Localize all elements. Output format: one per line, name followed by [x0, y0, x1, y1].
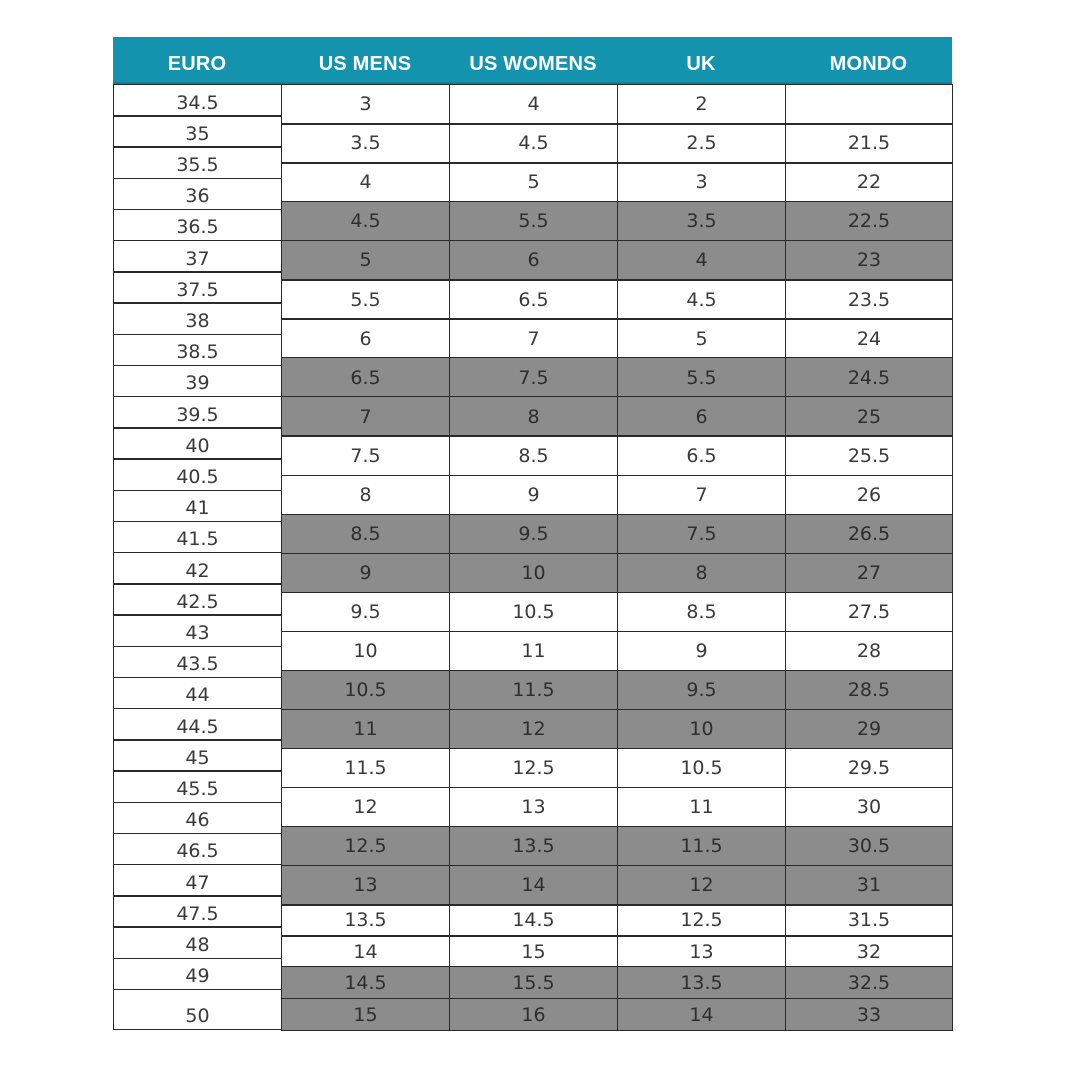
mondo-cell: 30.5: [785, 826, 953, 867]
size-conversion-chart: [113, 37, 952, 1030]
us-mens-cell: 3: [281, 84, 450, 125]
us-womens-cell: 10: [449, 553, 618, 594]
euro-cell: 46: [113, 802, 282, 835]
mondo-cell: 23.5: [785, 279, 953, 320]
uk-cell: 7.5: [617, 514, 786, 555]
uk-cell: 13.5: [617, 966, 786, 999]
us-mens-cell: 9: [281, 553, 450, 594]
euro-cell: 48: [113, 926, 282, 959]
us-womens-cell: 16: [449, 998, 618, 1032]
euro-cell: 35: [113, 115, 282, 148]
us-womens-cell: 10.5: [449, 592, 618, 633]
mondo-cell: 29: [785, 709, 953, 750]
uk-cell: 13: [617, 935, 786, 968]
euro-cell: 41: [113, 490, 282, 523]
mondo-cell: 26.5: [785, 514, 953, 555]
uk-cell: 3: [617, 162, 786, 203]
euro-cell: 45: [113, 739, 282, 772]
euro-cell: 39: [113, 365, 282, 398]
us-womens-cell: 8.5: [449, 435, 618, 476]
us-mens-cell: 6: [281, 318, 450, 359]
us-womens-cell: 9: [449, 475, 618, 516]
mondo-cell: 26: [785, 475, 953, 516]
euro-cell: 41.5: [113, 521, 282, 554]
euro-cell: 40.5: [113, 458, 282, 491]
us-mens-cell: 11: [281, 709, 450, 750]
euro-cell: 44: [113, 677, 282, 710]
euro-cell: 49: [113, 958, 282, 991]
us-mens-cell: 12: [281, 787, 450, 828]
uk-cell: 6.5: [617, 435, 786, 476]
us-womens-cell: 12.5: [449, 748, 618, 789]
mondo-cell: 31: [785, 865, 953, 906]
us-womens-cell: 5.5: [449, 201, 618, 242]
mondo-cell: 22.5: [785, 201, 953, 242]
mondo-cell: 28: [785, 631, 953, 672]
mondo-cell: 27: [785, 553, 953, 594]
euro-cell: 42.5: [113, 583, 282, 616]
uk-cell: 9.5: [617, 670, 786, 711]
us-mens-cell: 4: [281, 162, 450, 203]
euro-cell: 36: [113, 178, 282, 211]
uk-cell: 3.5: [617, 201, 786, 242]
header-us-mens: US MENS: [318, 53, 412, 75]
us-mens-cell: 7.5: [281, 435, 450, 476]
euro-cell: 37.5: [113, 271, 282, 304]
us-womens-cell: 12: [449, 709, 618, 750]
us-mens-cell: 14: [281, 935, 450, 968]
us-womens-cell: 4.5: [449, 123, 618, 164]
uk-cell: 7: [617, 475, 786, 516]
header-euro: EURO: [167, 53, 227, 75]
header-uk: UK: [686, 53, 716, 75]
us-womens-cell: 7: [449, 318, 618, 359]
mondo-cell: 25: [785, 396, 953, 437]
header-us-womens: US WOMENS: [469, 53, 597, 75]
euro-cell: 46.5: [113, 833, 282, 866]
us-womens-cell: 11: [449, 631, 618, 672]
uk-cell: 9: [617, 631, 786, 672]
uk-cell: 4: [617, 240, 786, 281]
mondo-cell: 24.5: [785, 357, 953, 398]
mondo-cell: 29.5: [785, 748, 953, 789]
us-mens-cell: 3.5: [281, 123, 450, 164]
mondo-cell: 28.5: [785, 670, 953, 711]
euro-cell: 47: [113, 864, 282, 897]
uk-cell: 10: [617, 709, 786, 750]
mondo-cell: 25.5: [785, 435, 953, 476]
mondo-cell: [785, 84, 953, 125]
us-womens-cell: 11.5: [449, 670, 618, 711]
us-mens-cell: 7: [281, 396, 450, 437]
us-mens-cell: 11.5: [281, 748, 450, 789]
us-womens-cell: 7.5: [449, 357, 618, 398]
euro-cell: 47.5: [113, 895, 282, 928]
uk-cell: 12: [617, 865, 786, 906]
us-mens-cell: 13.5: [281, 904, 450, 937]
euro-cell: 42: [113, 552, 282, 585]
uk-cell: 8.5: [617, 592, 786, 633]
euro-cell: 39.5: [113, 396, 282, 429]
header-mondo: MONDO: [829, 53, 908, 75]
uk-cell: 6: [617, 396, 786, 437]
us-womens-cell: 14.5: [449, 904, 618, 937]
us-womens-cell: 8: [449, 396, 618, 437]
us-womens-cell: 6.5: [449, 279, 618, 320]
euro-cell: 38: [113, 302, 282, 335]
mondo-cell: 30: [785, 787, 953, 828]
uk-cell: 4.5: [617, 279, 786, 320]
us-womens-cell: 13.5: [449, 826, 618, 867]
euro-cell: 36.5: [113, 209, 282, 242]
uk-cell: 5: [617, 318, 786, 359]
uk-cell: 10.5: [617, 748, 786, 789]
us-mens-cell: 15: [281, 998, 450, 1032]
us-mens-cell: 13: [281, 865, 450, 906]
mondo-cell: 23: [785, 240, 953, 281]
us-womens-cell: 15.5: [449, 966, 618, 999]
us-mens-cell: 12.5: [281, 826, 450, 867]
us-womens-cell: 14: [449, 865, 618, 906]
us-womens-cell: 5: [449, 162, 618, 203]
uk-cell: 12.5: [617, 904, 786, 937]
uk-cell: 11.5: [617, 826, 786, 867]
uk-cell: 14: [617, 998, 786, 1032]
us-womens-cell: 15: [449, 935, 618, 968]
uk-cell: 2.5: [617, 123, 786, 164]
us-mens-cell: 5: [281, 240, 450, 281]
euro-cell: 38.5: [113, 334, 282, 367]
us-womens-cell: 4: [449, 84, 618, 125]
euro-cell: 35.5: [113, 146, 282, 179]
euro-cell: 44.5: [113, 708, 282, 741]
us-mens-cell: 8: [281, 475, 450, 516]
mondo-cell: 33: [785, 998, 953, 1032]
mondo-cell: 32.5: [785, 966, 953, 999]
mondo-cell: 32: [785, 935, 953, 968]
euro-cell: 43: [113, 614, 282, 647]
us-mens-cell: 10.5: [281, 670, 450, 711]
mondo-cell: 22: [785, 162, 953, 203]
euro-cell: 34.5: [113, 84, 282, 117]
euro-cell: 45.5: [113, 770, 282, 803]
mondo-cell: 27.5: [785, 592, 953, 633]
us-mens-cell: 5.5: [281, 279, 450, 320]
us-mens-cell: 14.5: [281, 966, 450, 999]
euro-cell: 37: [113, 240, 282, 273]
euro-cell: 50: [113, 989, 282, 1030]
uk-cell: 11: [617, 787, 786, 828]
us-mens-cell: 9.5: [281, 592, 450, 633]
uk-cell: 8: [617, 553, 786, 594]
us-mens-cell: 4.5: [281, 201, 450, 242]
table-header: [113, 37, 952, 84]
uk-cell: 2: [617, 84, 786, 125]
mondo-cell: 24: [785, 318, 953, 359]
uk-cell: 5.5: [617, 357, 786, 398]
euro-cell: 40: [113, 427, 282, 460]
mondo-cell: 21.5: [785, 123, 953, 164]
us-mens-cell: 8.5: [281, 514, 450, 555]
us-womens-cell: 6: [449, 240, 618, 281]
us-mens-cell: 10: [281, 631, 450, 672]
us-womens-cell: 9.5: [449, 514, 618, 555]
us-mens-cell: 6.5: [281, 357, 450, 398]
us-womens-cell: 13: [449, 787, 618, 828]
mondo-cell: 31.5: [785, 904, 953, 937]
euro-cell: 43.5: [113, 646, 282, 679]
